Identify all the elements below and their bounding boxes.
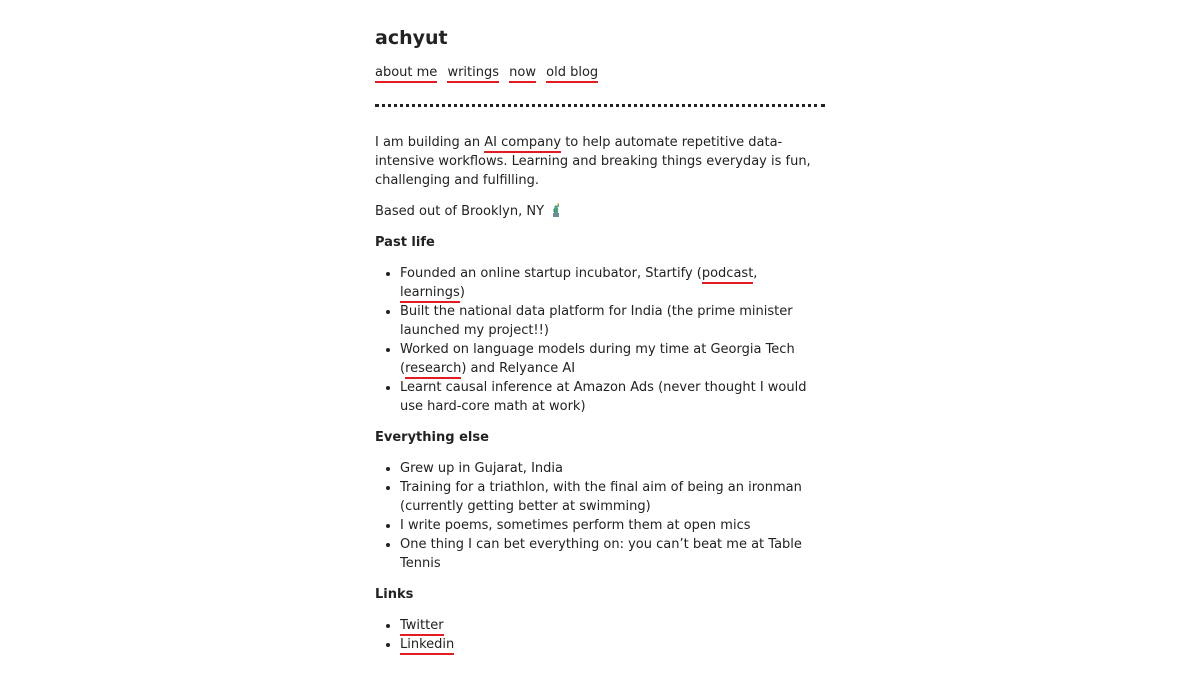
list-item [400, 264, 825, 302]
list-item-separator: , [753, 266, 758, 281]
location-text: Based out of Brooklyn, NY [375, 204, 545, 219]
everything-else-heading: Everything else [375, 430, 489, 445]
links-list [375, 616, 825, 654]
nav-old-blog-link[interactable]: old blog [546, 65, 598, 83]
linkedin-link[interactable]: Linkedin [400, 637, 454, 655]
list-item-text: Founded an online startup incubator, Startify ( [400, 266, 702, 281]
intro-paragraph [375, 133, 825, 190]
main-nav [375, 63, 825, 83]
nav-now-link[interactable]: now [509, 65, 536, 83]
intro-text-post: to help automate repetitive data-intensive workflows. Learning and breaking things everyday is fun, challenging and fulfilling. [375, 135, 811, 188]
list-item: • Grew up in Gujarat, India [400, 459, 825, 478]
list-item-text: Worked on language models during my time at Georgia Tech ( [400, 342, 795, 376]
twitter-link[interactable]: Twitter [400, 618, 444, 636]
ai-company-link[interactable]: AI company [484, 135, 561, 153]
site-title: achyut [375, 27, 448, 49]
nav-about-me-link[interactable]: about me [375, 65, 437, 83]
list-item: • Training for a triathlon, with the final aim of being an ironman (currently getting better at swimming) [400, 478, 825, 516]
list-item [400, 340, 825, 378]
past-life-heading: Past life [375, 235, 435, 250]
links-heading: Links [375, 587, 414, 602]
dotted-divider [375, 104, 825, 107]
list-item: • Built the national data platform for India (the prime minister launched my project!!) [400, 302, 825, 340]
past-life-list [375, 264, 825, 416]
learnings-link[interactable]: learnings [400, 285, 460, 303]
nav-writings-link[interactable]: writings [447, 65, 499, 83]
list-item: • One thing I can bet everything on: you can’t beat me at Table Tennis [400, 535, 825, 573]
list-item-text: ) and Relyance AI [461, 361, 576, 376]
research-link[interactable]: research [405, 361, 461, 379]
list-item [400, 616, 825, 635]
everything-else-list [375, 459, 825, 573]
list-item: • Learnt causal inference at Amazon Ads (never thought I would use hard-core math at work) [400, 378, 825, 416]
page-container [375, 24, 825, 654]
podcast-link[interactable]: podcast [702, 266, 753, 284]
list-item [400, 635, 825, 654]
location-paragraph [375, 202, 825, 221]
intro-text-pre: I am building an [375, 135, 485, 150]
list-item-text: ) [459, 285, 465, 300]
list-item: • I write poems, sometimes perform them at open mics [400, 516, 825, 535]
statue-of-liberty-icon [550, 203, 562, 217]
